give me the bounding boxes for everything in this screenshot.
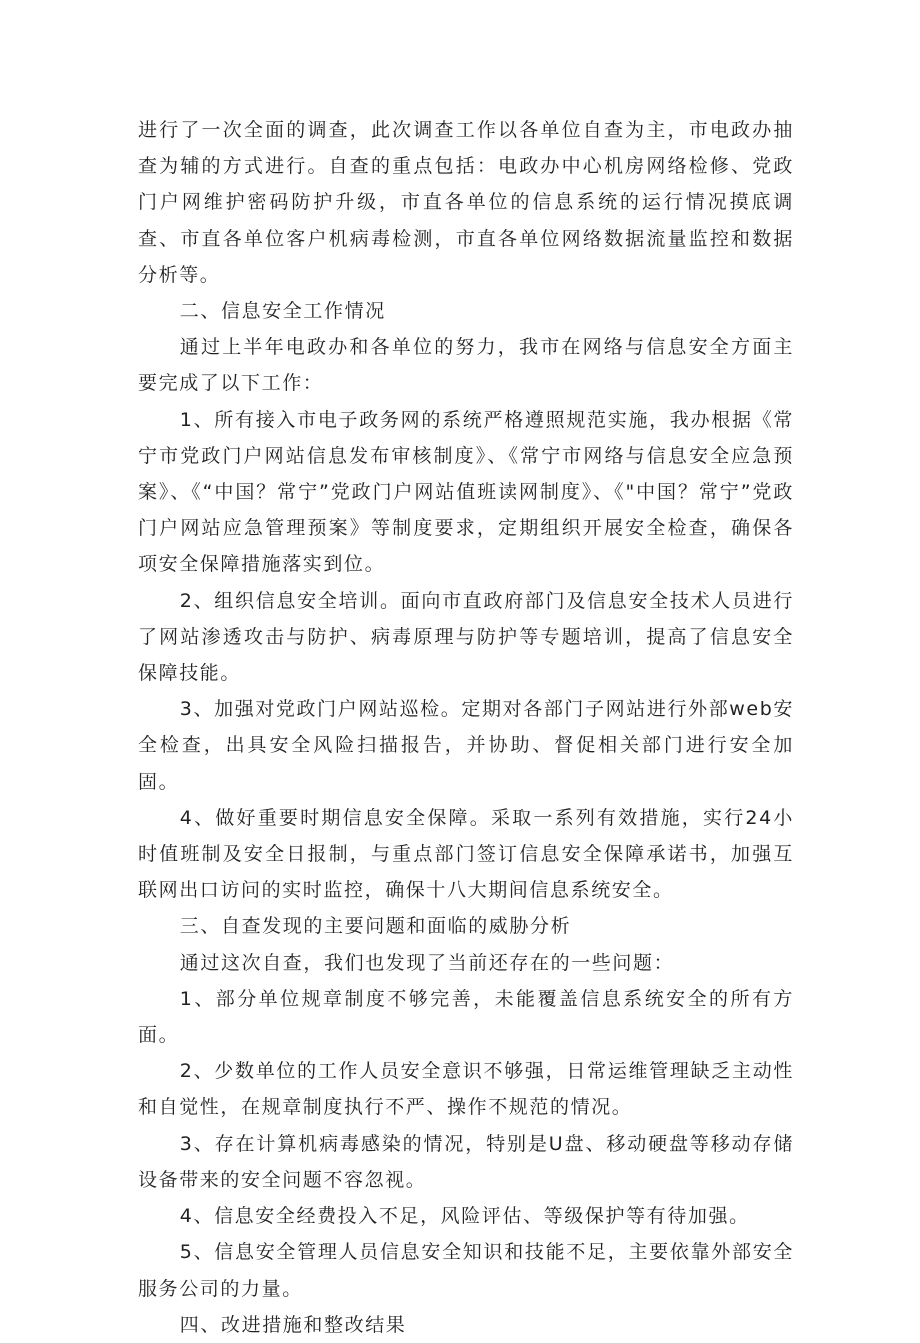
list-item: 3、加强对党政门户网站巡检。定期对各部门子网站进行外部web安全检查，出具安全风险扫描报告，并协助、督促相关部门进行安全加固。 xyxy=(138,698,794,793)
section-heading-2: 二、信息安全工作情况 xyxy=(179,300,386,323)
paragraph: 通过上半年电政办和各单位的努力，我市在网络与信息安全方面主要完成了以下工作： xyxy=(138,336,794,395)
document-body xyxy=(138,112,794,1343)
list-item: 2、少数单位的工作人员安全意识不够强，日常运维管理缺乏主动性和自觉性，在规章制度执行不严、操作不规范的情况。 xyxy=(138,1060,794,1119)
section-heading-3: 三、自查发现的主要问题和面临的威胁分析 xyxy=(179,915,572,938)
section-heading-4: 四、改进措施和整改结果 xyxy=(179,1313,407,1336)
paragraph: 通过这次自查，我们也发现了当前还存在的一些问题： xyxy=(179,951,675,974)
list-item: 3、存在计算机病毒感染的情况，特别是U盘、移动硬盘等移动存储设备带来的安全问题不容忽视。 xyxy=(138,1132,794,1191)
paragraph-intro: 进行了一次全面的调查，此次调查工作以各单位自查为主，市电政办抽查为辅的方式进行。自查的重点包括：电政办中心机房网络检修、党政门户网维护密码防护升级，市直各单位的信息系统的运行情况摸底调查、市直各单位客户机病毒检测，市直各单位网络数据流量监控和数据分析等。 xyxy=(138,119,794,286)
list-item: 4、信息安全经费投入不足，风险评估、等级保护等有待加强。 xyxy=(179,1205,750,1228)
list-item: 1、所有接入市电子政务网的系统严格遵照规范实施，我办根据《常宁市党政门户网站信息发布审核制度》、《常宁市网络与信息安全应急预案》、《“中国？常宁”党政门户网站值班读网制度》、《"中国？常宁”党政门户网站应急管理预案》等制度要求，定期组织开展安全检查，确保各项安全保障措施落实到位。 xyxy=(138,408,794,576)
list-item: 5、信息安全管理人员信息安全知识和技能不足，主要依靠外部安全服务公司的力量。 xyxy=(138,1241,794,1300)
list-item: 1、部分单位规章制度不够完善，未能覆盖信息系统安全的所有方面。 xyxy=(138,987,794,1047)
list-item: 2、组织信息安全培训。面向市直政府部门及信息安全技术人员进行了网站渗透攻击与防护、病毒原理与防护等专题培训，提高了信息安全保障技能。 xyxy=(138,589,794,685)
list-item: 4、做好重要时期信息安全保障。采取一系列有效措施，实行24小时值班制及安全日报制，与重点部门签订信息安全保障承诺书，加强互联网出口访问的实时监控，确保十八大期间信息系统安全。 xyxy=(138,806,794,902)
